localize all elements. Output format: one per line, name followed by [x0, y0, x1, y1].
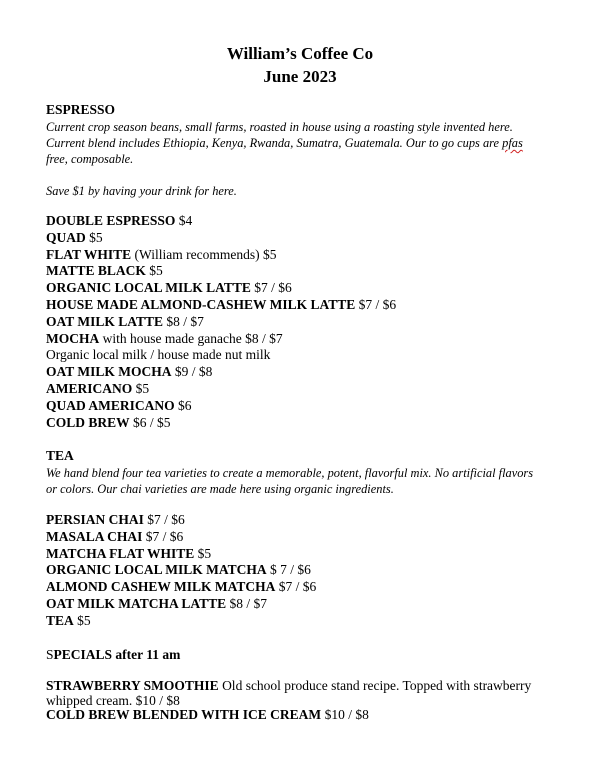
menu-item: MATCHA FLAT WHITE $5	[46, 545, 212, 561]
menu-item: ORGANIC LOCAL MILK LATTE $7 / $6	[46, 280, 292, 296]
espresso-note: Save $1 by having your drink for here.	[46, 184, 237, 198]
tea-list	[46, 512, 566, 630]
espresso-description: Current crop season beans, small farms, roasted in house using a roasting style invented here. Current blend includes Ethiopia, Kenya, Rwanda, Sumatra, Guatemala. Our to go cups are pfas free, composable.	[46, 120, 523, 166]
menu-item: OAT MILK MOCHA $9 / $8	[46, 364, 213, 380]
espresso-heading: ESPRESSO	[46, 102, 116, 117]
menu-item: QUAD AMERICANO $6	[46, 397, 192, 413]
menu-item: OAT MILK LATTE $8 / $7	[46, 313, 204, 329]
menu-item: TEA $5	[46, 612, 91, 628]
menu-item: FLAT WHITE (William recommends) $5	[46, 246, 277, 262]
menu-item: AMERICANO $5	[46, 380, 150, 396]
tea-heading: TEA	[46, 448, 74, 463]
special-item: STRAWBERRY SMOOTHIE Old school produce stand recipe. Topped with strawberry whipped cream. $10 / $8	[46, 678, 532, 708]
tea-description: We hand blend four tea varieties to create a memorable, potent, flavorful mix. No artificial flavors or colors. Our chai varieties are made here using organic ingredients.	[46, 466, 534, 496]
menu-item: QUAD $5	[46, 229, 103, 245]
spellcheck-flagged-word: pfas	[502, 136, 523, 150]
menu-item: MATTE BLACK $5	[46, 263, 163, 279]
page-date: June 2023	[263, 67, 337, 86]
menu-item: ORGANIC LOCAL MILK MATCHA $ 7 / $6	[46, 562, 311, 578]
special-item: COLD BREW BLENDED WITH ICE CREAM $10 / $8	[46, 707, 369, 722]
specials-heading: SPECIALS after 11 am	[46, 647, 181, 662]
menu-item: OAT MILK MATCHA LATTE $8 / $7	[46, 595, 268, 611]
page-title: William’s Coffee Co	[226, 44, 374, 63]
menu-item: ALMOND CASHEW MILK MATCHA $7 / $6	[46, 579, 317, 595]
menu-item: MASALA CHAI $7 / $6	[46, 528, 184, 544]
menu-item: PERSIAN CHAI $7 / $6	[46, 512, 185, 527]
menu-item: DOUBLE ESPRESSO $4	[46, 213, 193, 228]
menu-item: HOUSE MADE ALMOND-CASHEW MILK LATTE $7 / $6	[46, 296, 397, 312]
menu-item-note: Organic local milk / house made nut milk	[46, 347, 271, 363]
espresso-list	[46, 213, 566, 431]
menu-item: COLD BREW $6 / $5	[46, 414, 171, 430]
menu-item: MOCHA with house made ganache $8 / $7	[46, 330, 283, 346]
